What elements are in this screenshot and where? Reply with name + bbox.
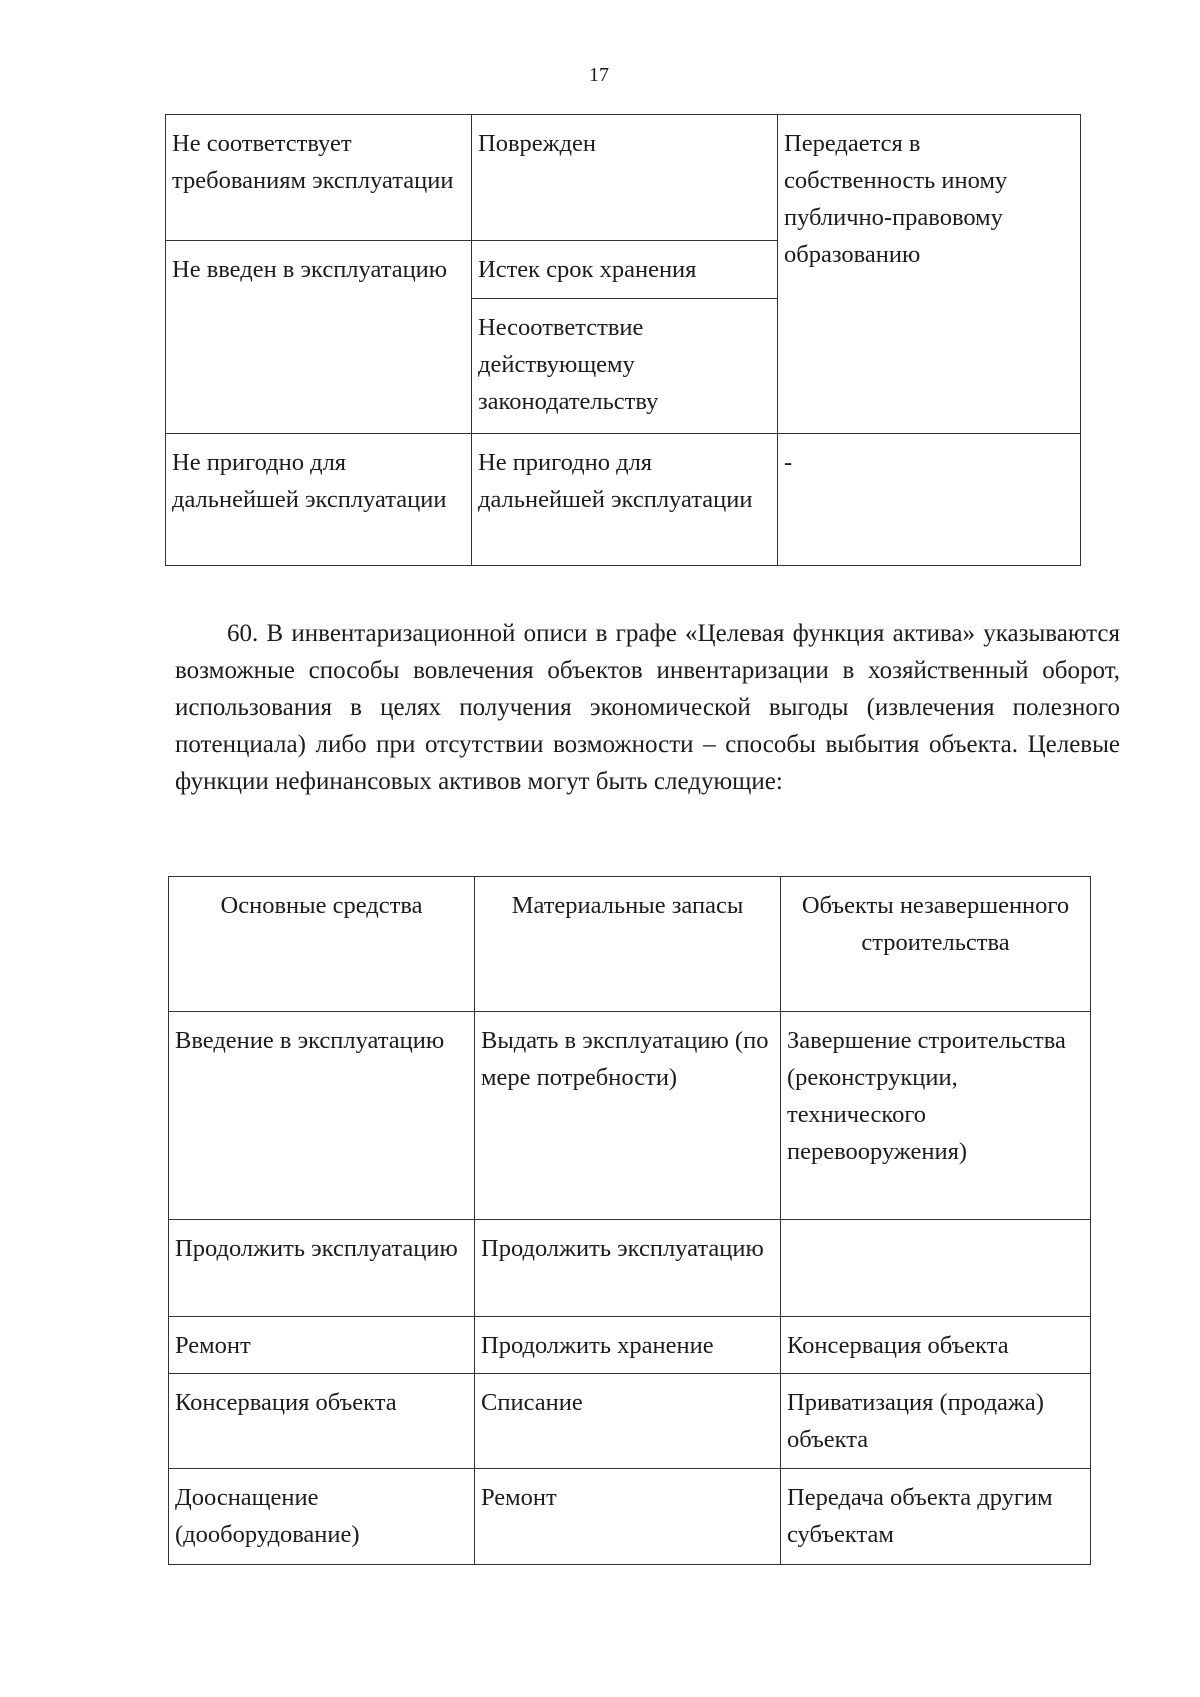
table-cell: Истек срок хранения xyxy=(472,241,778,299)
table-cell: Не введен в эксплуатацию xyxy=(166,241,472,434)
table-cell: Ремонт xyxy=(475,1469,781,1565)
table-row xyxy=(169,1469,1091,1565)
column-header: Объекты незавершенного строительства xyxy=(781,877,1091,1012)
table-cell: Приватизация (продажа) объекта xyxy=(781,1374,1091,1469)
table-cell: Ремонт xyxy=(169,1317,475,1374)
table-cell: Консервация объекта xyxy=(781,1317,1091,1374)
table-cell: - xyxy=(778,434,1081,566)
paragraph-60: 60. В инвентаризационной описи в графе «Целевая функция актива» указываются возможные способы вовлечения объектов инвентаризации в хозяйственный оборот, использования в целях получения экономической выгоды (извлечения полезного потенциала) либо при отсутствии возможности – способы выбытия объекта. Целевые функции нефинансовых активов могут быть следующие: xyxy=(175,620,1120,795)
table-cell: Не соответствует требованиям эксплуатации xyxy=(166,115,472,241)
table-cell: Продолжить эксплуатацию xyxy=(169,1220,475,1317)
table-row xyxy=(166,115,1081,241)
table-cell: Консервация объекта xyxy=(169,1374,475,1469)
target-functions-table xyxy=(168,876,1091,1565)
column-header: Основные средства xyxy=(169,877,475,1012)
table-row xyxy=(166,434,1081,566)
table-cell: Передача объекта другим субъектам xyxy=(781,1469,1091,1565)
table-cell: Введение в эксплуатацию xyxy=(169,1012,475,1220)
table-cell xyxy=(781,1220,1091,1317)
table-row xyxy=(169,1012,1091,1220)
table-cell: Продолжить хранение xyxy=(475,1317,781,1374)
table-row xyxy=(169,1317,1091,1374)
table-cell: Дооснащение (дооборудование) xyxy=(169,1469,475,1565)
table-cell: Несоответствие действующему законодательству xyxy=(472,299,778,434)
table-cell: Выдать в эксплуатацию (по мере потребности) xyxy=(475,1012,781,1220)
table-cell: Завершение строительства (реконструкции, технического перевооружения) xyxy=(781,1012,1091,1220)
table-cell: Не пригодно для дальнейшей эксплуатации xyxy=(166,434,472,566)
table-cell: Списание xyxy=(475,1374,781,1469)
asset-status-table xyxy=(165,114,1081,566)
table-cell: Поврежден xyxy=(472,115,778,241)
table-header-row xyxy=(169,877,1091,1012)
table-cell: Продолжить эксплуатацию xyxy=(475,1220,781,1317)
page-number: 17 xyxy=(589,64,609,86)
table-row xyxy=(169,1374,1091,1469)
table-row xyxy=(169,1220,1091,1317)
column-header: Материальные запасы xyxy=(475,877,781,1012)
table-cell: Передается в собственность иному публично-правовому образованию xyxy=(778,115,1081,434)
table-cell: Не пригодно для дальнейшей эксплуатации xyxy=(472,434,778,566)
